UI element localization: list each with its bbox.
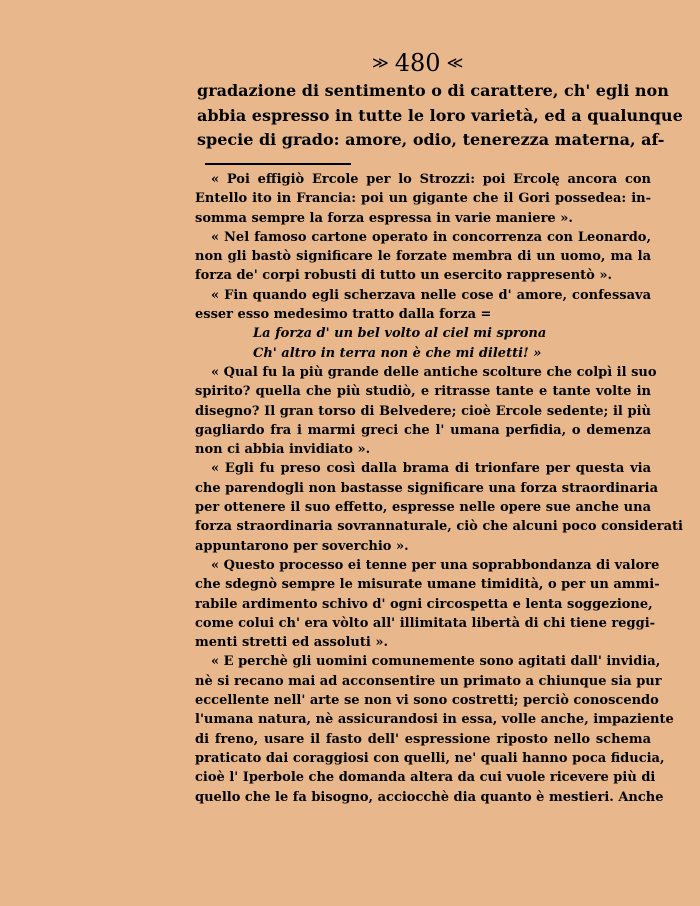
footnote-line: « Questo processo ei tenne per una soprabbondanza di valore: [211, 557, 660, 573]
verse-line: Ch' altro in terra non è che mi diletti! »: [253, 345, 542, 361]
footnote-divider: [205, 163, 351, 165]
footnote-line: l'umana natura, nè assicurandosi in essa, volle anche, impaziente: [195, 712, 674, 728]
footnote-line: appuntarono per soverchio ».: [195, 538, 409, 554]
footnote-line: spirito? quella che più studiò, e ritrasse tante e tante volte in: [195, 384, 651, 400]
footnote-line: rabile ardimento schivo d' ogni circospetta e lenta soggezione,: [195, 596, 653, 612]
footnote-line: che parendogli non bastasse significare una forza straordinaria: [195, 480, 658, 496]
footnote-line: praticato dai coraggiosi con quelli, ne' quali hanno poca fiducia,: [195, 750, 665, 766]
footnote-line: gagliardo fra i marmi greci che l' umana perfidia, o demenza: [195, 422, 651, 438]
main-line: specie di grado: amore, odio, tenerezza materna, af-: [197, 130, 665, 149]
page-number: 480: [394, 49, 441, 77]
footnote-line: non ci abbia invidiato ».: [195, 442, 371, 458]
footnote-line: nè si recano mai ad acconsentire un primato a chiunque sia pur: [195, 673, 662, 689]
footnote-line: di freno, usare il fasto dell' espressione riposto nello schema: [195, 731, 651, 747]
footnote-paragraph: [195, 286, 651, 363]
footnote-line: cioè l' Iperbole che domanda altera da cui vuole ricevere più di: [195, 770, 656, 786]
footnote-line: non gli bastò significare le forzate membra di un uomo, ma la: [195, 249, 651, 265]
footnotes: [195, 170, 683, 807]
footnote-line: che sdegnò sempre le misurate umane timidità, o per un ammi-: [195, 577, 660, 593]
footnote-line: menti stretti ed assoluti ».: [195, 635, 388, 651]
footnote-line: « Qual fu la più grande delle antiche scolture che colpì il suo: [211, 364, 657, 380]
footnote-paragraph: [195, 459, 683, 555]
footnote-paragraph: [195, 363, 657, 459]
page-header: [372, 50, 463, 78]
footnote-line: « E perchè gli uomini comunemente sono agitati dall' invidia,: [211, 654, 661, 670]
footnote-line: « Poi effigiò Ercole per lo Strozzi: poi Ercolę ancora con: [211, 172, 651, 187]
footnote-line: forza de' corpi robusti di tutto un esercito rappresentò ».: [195, 268, 613, 284]
footnote-line: forza straordinaria sovrannaturale, ciò che alcuni poco considerati: [195, 519, 683, 535]
footnote-line: eccellente nell' arte se non vi sono costretti; perciò conoscendo: [195, 693, 659, 709]
footnote-paragraph: [195, 652, 674, 806]
footnote-line: « Egli fu preso così dalla brama di trionfare per questa via: [211, 461, 651, 477]
main-line: gradazione di sentimento o di carattere, ch' egli non: [197, 81, 669, 100]
footnote-paragraph: [195, 228, 651, 286]
footnote-line: esser esso medesimo tratto dalla forza =: [195, 307, 492, 323]
footnote-line: come colui ch' era vòlto all' illimitata libertà di chi tiene reggi-: [195, 615, 656, 631]
footnote-line: somma sempre la forza espressa in varie maniere ».: [195, 210, 573, 226]
left-ornament: ≫: [372, 52, 389, 72]
footnote-line: per ottenere il suo effetto, espresse nelle opere sue anche una: [195, 500, 651, 516]
main-body-text: [197, 79, 683, 153]
main-line: abbia espresso in tutte le loro varietà, ed a qualunque: [197, 105, 683, 125]
footnote-paragraph: [195, 556, 660, 652]
right-ornament: ≪: [446, 52, 464, 72]
verse-line: La forza d' un bel volto al ciel mi sprona: [253, 326, 547, 342]
footnote-line: Entello ito in Francia: poi un gigante che il Gori possedea: in-: [195, 191, 651, 207]
footnote-line: quello che le fa bisogno, acciocchè dia quanto è mestieri. Anche: [195, 789, 664, 805]
footnote-line: « Fin quando egli scherzava nelle cose d' amore, confessava: [211, 287, 651, 303]
footnote-line: « Nel famoso cartone operato in concorrenza con Leonardo,: [211, 229, 651, 245]
footnote-line: disegno? Il gran torso di Belvedere; cioè Ercole sedente; il più: [195, 403, 651, 419]
footnote-paragraph: [195, 170, 651, 228]
